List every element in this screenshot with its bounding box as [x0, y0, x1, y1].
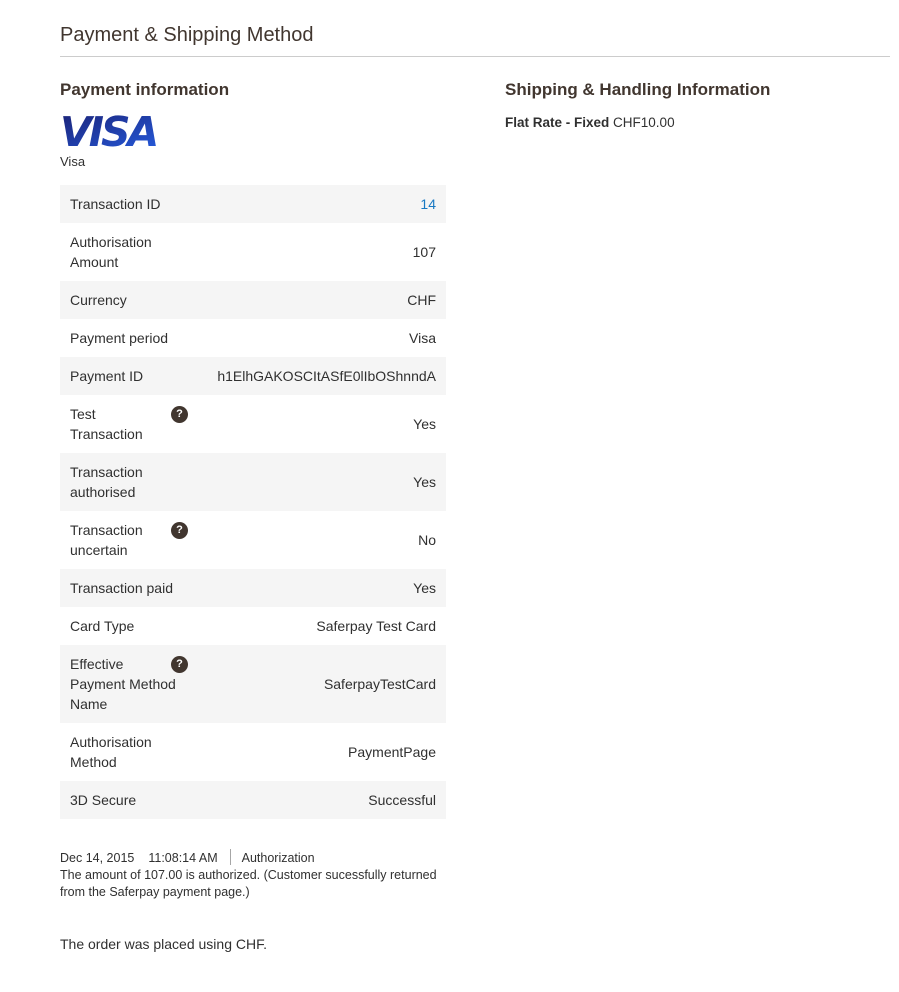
row-value: Saferpay Test Card [316, 618, 436, 635]
row-label: Payment period [70, 330, 169, 347]
row-value-cell [188, 607, 446, 645]
row-label-cell [60, 645, 188, 723]
table-row [60, 185, 446, 223]
row-value: No [418, 532, 436, 549]
row-value-cell [188, 511, 446, 569]
row-label-cell [60, 185, 188, 223]
row-value-cell [188, 223, 446, 281]
row-label-cell [60, 569, 188, 607]
row-label: Currency [70, 292, 127, 309]
row-label-cell [60, 723, 188, 781]
row-value-cell [188, 453, 446, 511]
page-header [60, 24, 890, 57]
row-label: Payment ID [70, 368, 144, 385]
row-value-cell [188, 781, 446, 819]
history-date: Dec 14, 2015 [60, 851, 135, 866]
row-label-cell [60, 281, 188, 319]
row-value: h1ElhGAKOSCItASfE0lIbOShnndA [217, 368, 436, 385]
table-row [60, 569, 446, 607]
payment-table-body [60, 185, 446, 819]
row-label-cell [60, 453, 188, 511]
row-value-cell [188, 357, 446, 395]
row-label: Effective Payment Method Name [70, 656, 176, 713]
row-label: Test Transaction [70, 406, 143, 443]
table-row [60, 511, 446, 569]
row-value: CHF [407, 292, 436, 309]
row-value-cell [188, 185, 446, 223]
row-value: Yes [413, 580, 436, 597]
history-comment: The amount of 107.00 is authorized. (Customer sucessfully returned from the Saferpay payment page.) [60, 868, 437, 899]
row-label: Transaction uncertain [70, 522, 143, 559]
table-row [60, 223, 446, 281]
row-value-cell [188, 281, 446, 319]
row-label: Authorisation Method [70, 734, 152, 771]
payment-method-name: Visa [60, 154, 86, 169]
shipping-method-name: Flat Rate - Fixed [505, 115, 610, 130]
table-row [60, 781, 446, 819]
row-label: 3D Secure [70, 792, 137, 809]
help-icon[interactable]: ? [171, 406, 188, 423]
row-value: Yes [413, 474, 436, 491]
row-value-cell [188, 723, 446, 781]
row-label-cell [60, 223, 188, 281]
shipping-info-heading: Shipping & Handling Information [505, 80, 771, 99]
row-value-cell [188, 319, 446, 357]
history-status: Authorization [241, 851, 315, 866]
row-label-cell [60, 607, 188, 645]
table-row [60, 723, 446, 781]
row-label-cell [60, 395, 188, 453]
row-label-cell [60, 357, 188, 395]
payment-information-section [60, 80, 446, 952]
row-label-cell [60, 511, 188, 569]
table-row [60, 319, 446, 357]
row-value: PaymentPage [348, 744, 436, 761]
shipping-method-line [505, 115, 890, 130]
row-value: Yes [413, 416, 436, 433]
payment-info-table [60, 185, 446, 819]
history-meta [60, 849, 446, 865]
help-icon[interactable]: ? [171, 656, 188, 673]
history-time: 11:08:14 AM [148, 851, 218, 866]
shipping-price: CHF10.00 [613, 115, 675, 130]
row-value-cell [188, 645, 446, 723]
two-column-layout [60, 80, 890, 952]
shipping-information-section [505, 80, 890, 952]
table-row [60, 607, 446, 645]
row-value: 107 [412, 244, 436, 261]
transaction-history [60, 849, 446, 900]
row-label-cell [60, 319, 188, 357]
row-value: Successful [368, 792, 436, 809]
payment-info-heading: Payment information [60, 80, 230, 99]
table-row [60, 357, 446, 395]
row-value: Visa [409, 330, 436, 347]
table-row [60, 281, 446, 319]
row-value-cell [188, 569, 446, 607]
order-currency-note: The order was placed using CHF. [60, 936, 267, 953]
table-row [60, 453, 446, 511]
row-value-cell [188, 395, 446, 453]
row-label: Authorisation Amount [70, 234, 152, 271]
page-title: Payment & Shipping Method [60, 24, 314, 46]
history-separator [230, 849, 231, 865]
table-row [60, 395, 446, 453]
row-label-cell [60, 781, 188, 819]
row-label: Transaction authorised [70, 464, 143, 501]
row-label: Transaction ID [70, 196, 161, 212]
row-label: Transaction paid [70, 580, 173, 597]
table-row [60, 645, 446, 723]
help-icon[interactable]: ? [171, 522, 188, 539]
transaction-id-link[interactable]: 14 [420, 196, 436, 212]
row-value: SaferpayTestCard [323, 676, 436, 693]
visa-logo [60, 115, 446, 149]
visa-wordmark: VISA [60, 115, 157, 149]
row-label: Card Type [70, 618, 135, 635]
